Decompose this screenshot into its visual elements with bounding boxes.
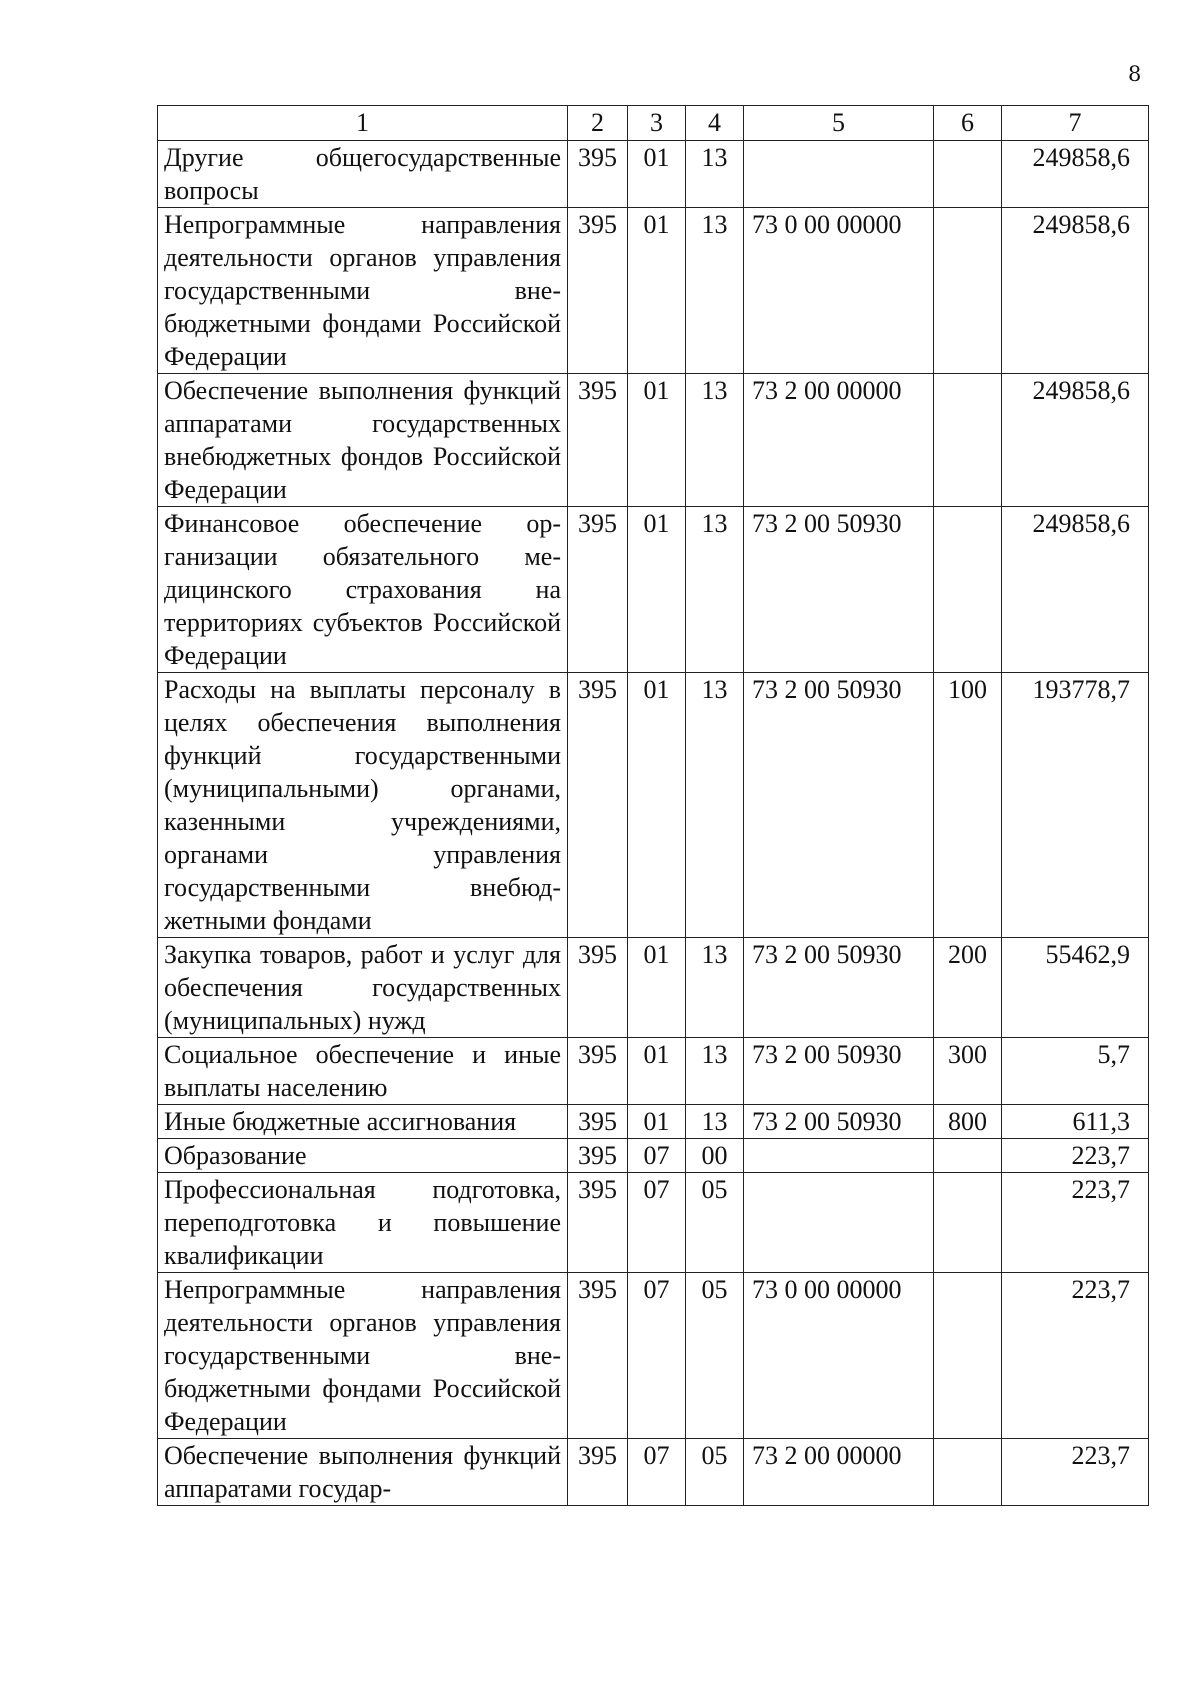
ministry-code-cell: 395 — [568, 208, 628, 374]
row-name-cell: Непрограммные направления деятельности органов управления государственными внебюджетными фондами Российской Федерации — [158, 208, 568, 374]
ministry-code-cell: 395 — [568, 374, 628, 507]
subsection-code-cell: 05 — [686, 1273, 744, 1439]
expense-type-cell — [934, 1273, 1002, 1439]
amount-cell: 249858,6 — [1002, 507, 1149, 673]
expense-type-cell: 300 — [934, 1038, 1002, 1105]
ministry-code-cell: 395 — [568, 507, 628, 673]
amount-cell: 223,7 — [1002, 1273, 1149, 1439]
target-article-cell: 73 2 00 50930 — [744, 673, 934, 938]
ministry-code-cell: 395 — [568, 1139, 628, 1173]
subsection-code-cell: 13 — [686, 1038, 744, 1105]
ministry-code-cell: 395 — [568, 1038, 628, 1105]
table-row — [158, 1173, 1149, 1273]
subsection-code-cell: 13 — [686, 374, 744, 507]
table-row — [158, 673, 1149, 938]
section-code-cell: 01 — [628, 141, 686, 208]
amount-cell: 249858,6 — [1002, 374, 1149, 507]
target-article-cell: 73 2 00 00000 — [744, 374, 934, 507]
target-article-cell: 73 2 00 50930 — [744, 1038, 934, 1105]
amount-cell: 611,3 — [1002, 1105, 1149, 1139]
section-code-cell: 07 — [628, 1139, 686, 1173]
ministry-code-cell: 395 — [568, 1105, 628, 1139]
subsection-code-cell: 13 — [686, 141, 744, 208]
table-row — [158, 141, 1149, 208]
column-header: 5 — [744, 106, 934, 141]
expense-type-cell — [934, 374, 1002, 507]
expense-type-cell: 800 — [934, 1105, 1002, 1139]
target-article-cell: 73 2 00 50930 — [744, 507, 934, 673]
ministry-code-cell: 395 — [568, 1439, 628, 1506]
section-code-cell: 07 — [628, 1439, 686, 1506]
subsection-code-cell: 13 — [686, 208, 744, 374]
target-article-cell: 73 0 00 00000 — [744, 1273, 934, 1439]
amount-cell: 55462,9 — [1002, 938, 1149, 1038]
subsection-code-cell: 00 — [686, 1139, 744, 1173]
header-row — [158, 106, 1149, 141]
subsection-code-cell: 05 — [686, 1173, 744, 1273]
section-code-cell: 01 — [628, 374, 686, 507]
table-row — [158, 1439, 1149, 1506]
expense-type-cell — [934, 1439, 1002, 1506]
subsection-code-cell: 13 — [686, 938, 744, 1038]
section-code-cell: 01 — [628, 1105, 686, 1139]
amount-cell: 249858,6 — [1002, 141, 1149, 208]
target-article-cell — [744, 1173, 934, 1273]
row-name-cell: Расходы на выплаты персоналу в целях обеспечения выполнения функций государственными (муниципальными) органами, казенными учреждениями, органами управления государственными внебюджетными фондами — [158, 673, 568, 938]
row-name-cell: Финансовое обеспечение организации обязательного медицинского страхования на территориях субъектов Российской Федерации — [158, 507, 568, 673]
target-article-cell: 73 2 00 00000 — [744, 1439, 934, 1506]
ministry-code-cell: 395 — [568, 1173, 628, 1273]
expense-type-cell — [934, 208, 1002, 374]
row-name-cell: Закупка товаров, работ и услуг для обеспечения государственных (муниципальных) нужд — [158, 938, 568, 1038]
page-number: 8 — [1128, 62, 1142, 86]
table-body — [158, 141, 1149, 1506]
ministry-code-cell: 395 — [568, 141, 628, 208]
column-header: 2 — [568, 106, 628, 141]
row-name-cell: Обеспечение выполнения функций аппаратами государственных внебюджетных фондов Российской Федерации — [158, 374, 568, 507]
section-code-cell: 01 — [628, 208, 686, 374]
target-article-cell: 73 2 00 50930 — [744, 938, 934, 1038]
section-code-cell: 01 — [628, 1038, 686, 1105]
table-row — [158, 1139, 1149, 1173]
target-article-cell — [744, 141, 934, 208]
column-header: 3 — [628, 106, 686, 141]
expense-type-cell — [934, 141, 1002, 208]
expense-type-cell: 200 — [934, 938, 1002, 1038]
amount-cell: 223,7 — [1002, 1139, 1149, 1173]
section-code-cell: 01 — [628, 507, 686, 673]
subsection-code-cell: 13 — [686, 673, 744, 938]
amount-cell: 223,7 — [1002, 1173, 1149, 1273]
table-row — [158, 374, 1149, 507]
amount-cell: 5,7 — [1002, 1038, 1149, 1105]
row-name-cell: Социальное обеспечение и иные выплаты населению — [158, 1038, 568, 1105]
table-row — [158, 1038, 1149, 1105]
section-code-cell: 01 — [628, 673, 686, 938]
section-code-cell: 07 — [628, 1273, 686, 1439]
row-name-cell: Другие общегосударственные вопросы — [158, 141, 568, 208]
column-header: 6 — [934, 106, 1002, 141]
amount-cell: 223,7 — [1002, 1439, 1149, 1506]
target-article-cell: 73 0 00 00000 — [744, 208, 934, 374]
row-name-cell: Образование — [158, 1139, 568, 1173]
expense-type-cell: 100 — [934, 673, 1002, 938]
section-code-cell: 07 — [628, 1173, 686, 1273]
section-code-cell: 01 — [628, 938, 686, 1038]
column-header: 1 — [158, 106, 568, 141]
budget-table — [157, 105, 1149, 1506]
table-row — [158, 1273, 1149, 1439]
column-header: 4 — [686, 106, 744, 141]
row-name-cell: Иные бюджетные ассигнования — [158, 1105, 568, 1139]
subsection-code-cell: 13 — [686, 1105, 744, 1139]
amount-cell: 193778,7 — [1002, 673, 1149, 938]
ministry-code-cell: 395 — [568, 673, 628, 938]
target-article-cell: 73 2 00 50930 — [744, 1105, 934, 1139]
row-name-cell: Обеспечение выполнения функций аппаратами государ- — [158, 1439, 568, 1506]
ministry-code-cell: 395 — [568, 938, 628, 1038]
subsection-code-cell: 13 — [686, 507, 744, 673]
target-article-cell — [744, 1139, 934, 1173]
row-name-cell: Непрограммные направления деятельности органов управления государственными внебюджетными фондами Российской Федерации — [158, 1273, 568, 1439]
amount-cell: 249858,6 — [1002, 208, 1149, 374]
expense-type-cell — [934, 507, 1002, 673]
table-row — [158, 208, 1149, 374]
row-name-cell: Профессиональная подготовка, переподготовка и повышение квалификации — [158, 1173, 568, 1273]
column-header: 7 — [1002, 106, 1149, 141]
table-row — [158, 1105, 1149, 1139]
expense-type-cell — [934, 1139, 1002, 1173]
subsection-code-cell: 05 — [686, 1439, 744, 1506]
table-row — [158, 507, 1149, 673]
expense-type-cell — [934, 1173, 1002, 1273]
table-row — [158, 938, 1149, 1038]
ministry-code-cell: 395 — [568, 1273, 628, 1439]
